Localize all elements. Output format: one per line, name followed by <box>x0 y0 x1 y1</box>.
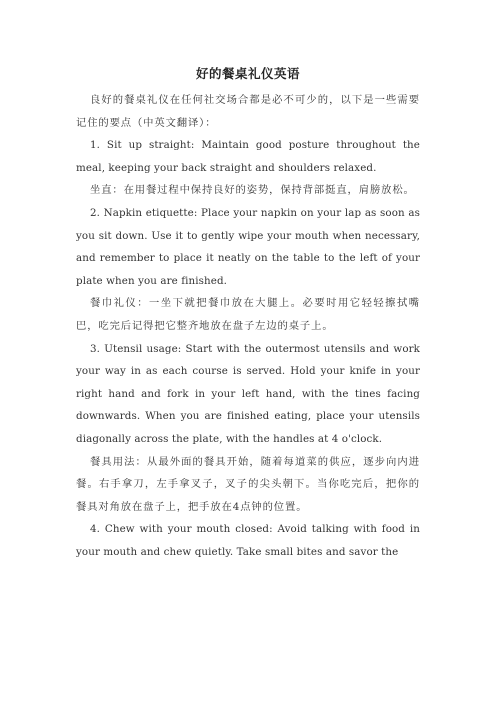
paragraph-utensil-zh: 餐具用法：从最外面的餐具开始，随着每道菜的供应，逐步向内进餐。右手拿刀，左手拿叉子，叉子的尖头朝下。当你吃完后，把你的餐具对角放在盘子上，把手放在4点钟的位置。 <box>76 455 420 513</box>
paragraph-utensil-en: 3. Utensil usage: Start with the outermost utensils and work your way in as each course is served. Hold your knife in your right hand and fork in your left hand, with the tines facing downwards. When you are finished eating, place your utensils diagonally across the plate, with the handles at 4 o'clock. <box>76 342 420 445</box>
document-title: 好的餐桌礼仪英语 <box>195 66 300 81</box>
paragraph-napkin-en: 2. Napkin etiquette: Place your napkin on your lap as soon as you sit down. Use it to gently wipe your mouth when necessary, and remember to place it neatly on the table to the left of your plate when you are finished. <box>76 206 420 287</box>
paragraph-sit-up-en: 1. Sit up straight: Maintain good posture throughout the meal, keeping your back straight and shoulders relaxed. <box>76 139 420 174</box>
paragraph-napkin-zh: 餐巾礼仪：一坐下就把餐巾放在大腿上。必要时用它轻轻擦拭嘴巴，吃完后记得把它整齐地放在盘子左边的桌子上。 <box>76 297 420 332</box>
paragraph-sit-up-zh: 坐直：在用餐过程中保持良好的姿势，保持背部挺直，肩膀放松。 <box>90 184 415 197</box>
paragraph-intro: 良好的餐桌礼仪在任何社交场合都是必不可少的，以下是一些需要记住的要点（中英文翻译）： <box>76 94 420 129</box>
document-body <box>76 63 420 563</box>
paragraph-chew-en: 4. Chew with your mouth closed: Avoid talking with food in your mouth and chew quietly. Take small bites and savor the <box>76 523 420 558</box>
